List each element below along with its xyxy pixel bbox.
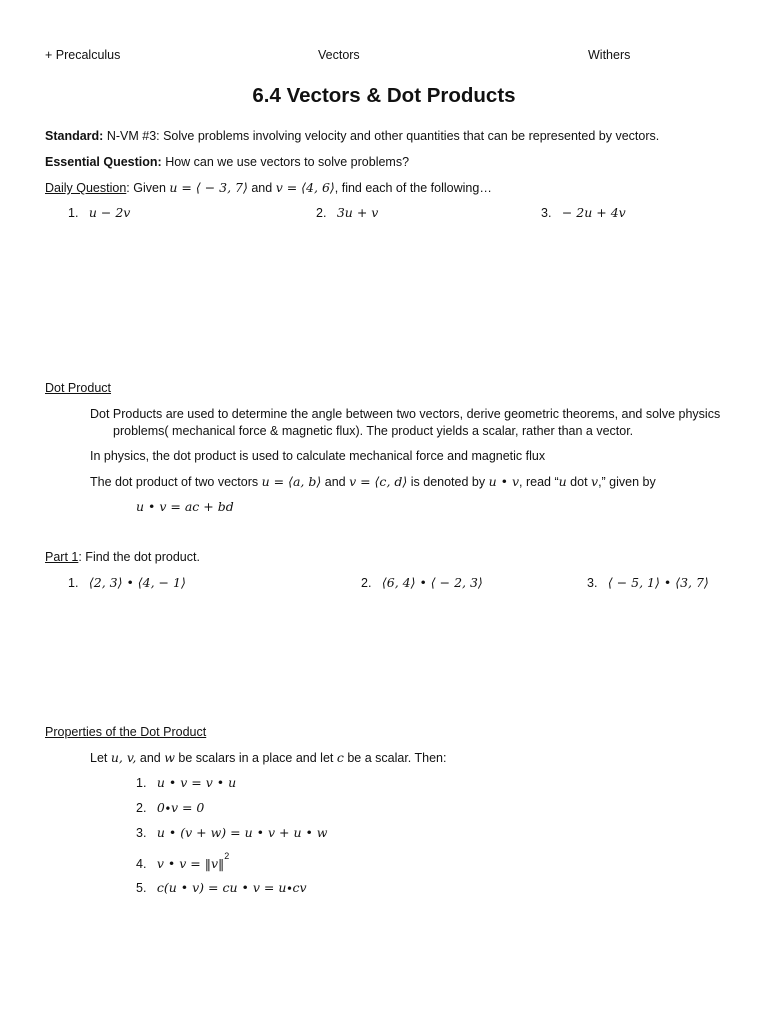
problem-number: 3.	[541, 206, 552, 220]
property-number: 5.	[136, 881, 147, 895]
property-number: 4.	[136, 857, 147, 872]
header-course: + Precalculus	[45, 48, 121, 62]
para3-v-def: v = ⟨c, d⟩	[349, 474, 408, 489]
dot-product-paragraph-1: Dot Products are used to determine the angle between two vectors, derive geometric theorems, and solve physics problems( mechanical force & magnetic flux). The product yields a scalar, rather than a vector.	[90, 407, 721, 438]
daily-text-a: : Given	[126, 181, 170, 195]
para3-read-u: u	[558, 474, 567, 489]
property-number: 1.	[136, 776, 147, 790]
part1-problem	[361, 575, 483, 590]
problem-number: 2.	[316, 206, 327, 220]
intro-text-b: and	[136, 751, 165, 765]
intro-text-d: be a scalar. Then:	[343, 751, 447, 765]
intro-text-a: Let	[90, 751, 111, 765]
daily-problem	[316, 205, 378, 220]
problem-number: 1.	[68, 576, 79, 590]
properties-intro	[90, 750, 446, 765]
property-item	[136, 851, 230, 872]
standard-text: N-VM #3: Solve problems involving velocity and other quantities that can be represented by vectors.	[106, 129, 660, 143]
para3-text-a: The dot product of two vectors	[90, 475, 262, 489]
part1-problem	[68, 575, 186, 590]
property-item	[136, 825, 328, 840]
daily-u-def: u = ⟨ − 3, 7⟩	[169, 180, 248, 195]
problem-number: 1.	[68, 206, 79, 220]
para3-text-b: and	[321, 475, 350, 489]
para3-u-def: u = ⟨a, b⟩	[261, 474, 322, 489]
property-expression: u • (v + w) = u • v + u • w	[156, 825, 328, 840]
daily-problem	[68, 205, 130, 220]
problem-expression: ⟨2, 3⟩ • ⟨4, − 1⟩	[88, 575, 186, 590]
page-title: 6.4 Vectors & Dot Products	[252, 84, 516, 107]
daily-problem	[541, 205, 626, 220]
para3-text-f: ,” given by	[598, 475, 656, 489]
property-expression: 0∙v = 0	[156, 800, 205, 815]
part1-label: Part 1	[45, 550, 79, 564]
daily-text-b: and	[247, 181, 276, 195]
problem-expression: 3u + v	[336, 205, 379, 220]
part1-problem	[587, 575, 709, 590]
daily-text-c: , find each of the following…	[334, 181, 492, 195]
property-number: 2.	[136, 801, 147, 815]
property-expression: v • v = ‖v‖	[156, 856, 225, 872]
dot-product-heading: Dot Product	[45, 381, 112, 395]
property-superscript: 2	[224, 851, 230, 861]
header-teacher: Withers	[588, 48, 631, 62]
problem-number: 3.	[587, 576, 598, 590]
intro-vars: u, v,	[110, 750, 137, 765]
property-item	[136, 880, 307, 895]
para3-u-dot-v: u • v	[488, 474, 520, 489]
properties-heading: Properties of the Dot Product	[45, 725, 207, 739]
standard-line	[45, 129, 659, 143]
daily-v-def: v = ⟨4, 6⟩	[275, 180, 335, 195]
problem-expression: u − 2v	[88, 205, 131, 220]
part1-text: : Find the dot product.	[78, 550, 200, 564]
problem-expression: ⟨ − 5, 1⟩ • ⟨3, 7⟩	[607, 575, 709, 590]
problem-expression: ⟨6, 4⟩ • ⟨ − 2, 3⟩	[381, 575, 483, 590]
dot-product-paragraph-2: In physics, the dot product is used to calculate mechanical force and magnetic flux	[90, 449, 546, 463]
part1-line	[45, 550, 200, 564]
para3-read-v: v	[591, 474, 599, 489]
dot-product-formula: u • v = ac + bd	[136, 499, 234, 514]
para3-text-d: , read “	[519, 475, 559, 489]
problem-expression: − 2u + 4v	[561, 205, 626, 220]
property-item	[136, 800, 204, 815]
daily-question-line	[45, 180, 492, 195]
para3-text-c: is denoted by	[407, 475, 489, 489]
problem-number: 2.	[361, 576, 372, 590]
property-item	[136, 775, 236, 790]
property-expression: c(u • v) = cu • v = u∙cv	[156, 880, 307, 895]
essential-question-line	[45, 155, 409, 169]
property-number: 3.	[136, 826, 147, 840]
intro-c-var: c	[336, 750, 344, 765]
intro-text-c: be scalars in a place and let	[174, 751, 337, 765]
header-topic: Vectors	[318, 48, 360, 62]
intro-w: w	[164, 750, 175, 765]
essential-label: Essential Question:	[45, 155, 162, 169]
para3-text-e: dot	[566, 475, 592, 489]
standard-label: Standard:	[45, 129, 104, 143]
essential-text: How can we use vectors to solve problems?	[165, 155, 410, 169]
dot-product-paragraph-3	[90, 474, 656, 489]
property-expression: u • v = v • u	[156, 775, 237, 790]
daily-label: Daily Question	[45, 181, 127, 195]
